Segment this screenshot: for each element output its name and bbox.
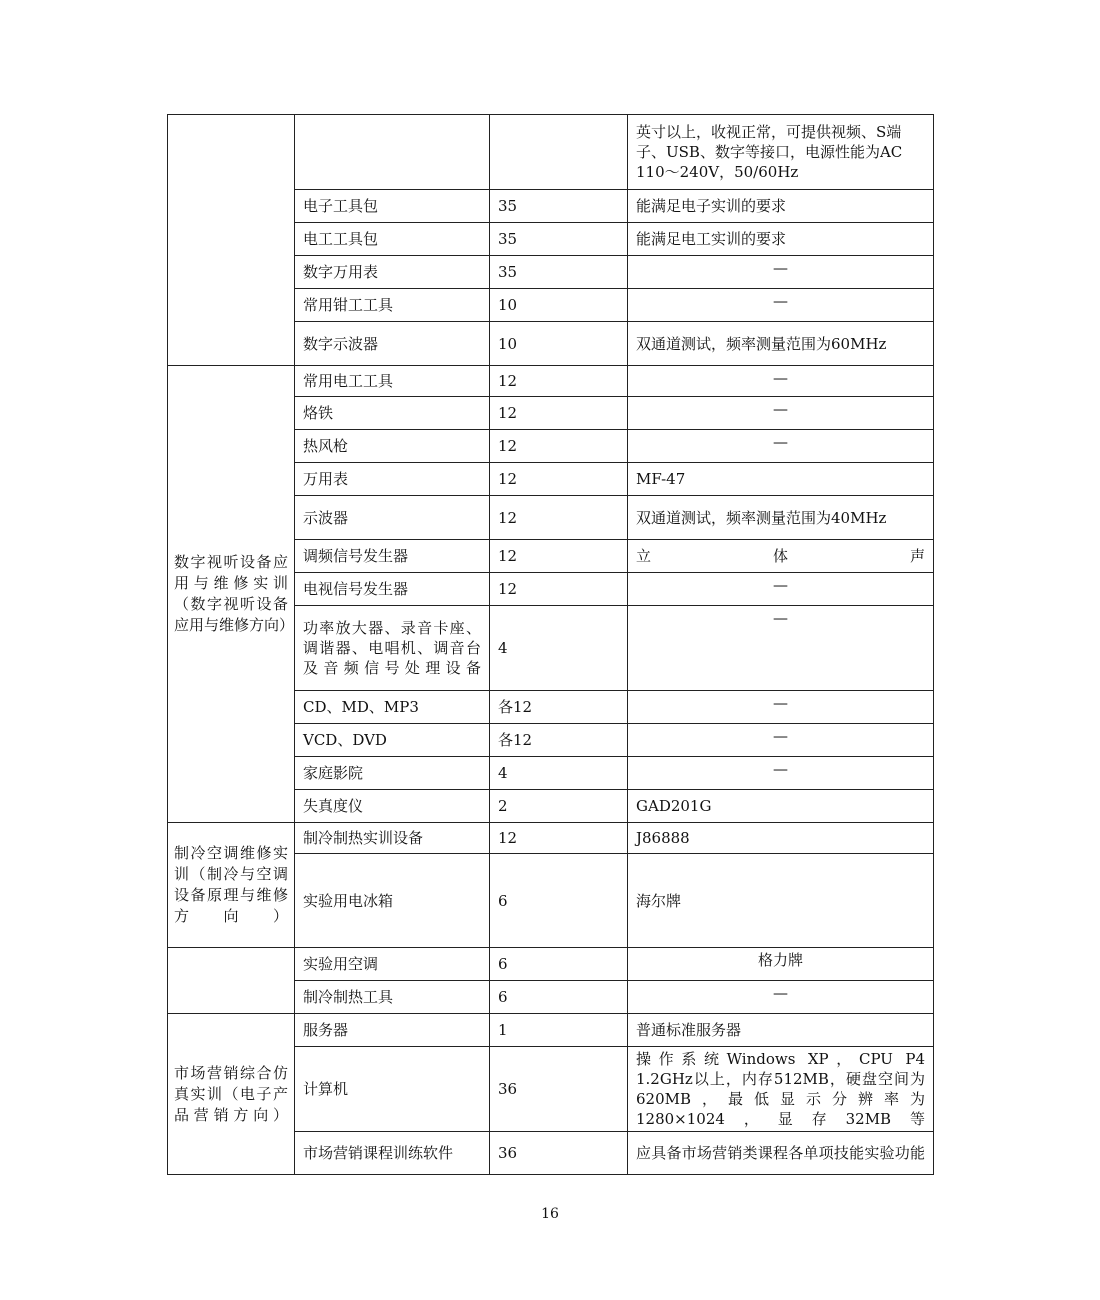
equipment-name-cell: 示波器 xyxy=(295,496,490,540)
quantity-cell: 36 xyxy=(490,1047,628,1132)
table-row xyxy=(168,948,934,981)
quantity-cell: 12 xyxy=(490,496,628,540)
specification-cell: — xyxy=(628,256,934,289)
table-row xyxy=(168,823,934,854)
category-cell: 数字视听设备应用与维修实训（数字视听设备应用与维修方向） xyxy=(168,366,295,823)
specification-cell: 海尔牌 xyxy=(628,854,934,948)
equipment-name-cell: 服务器 xyxy=(295,1014,490,1047)
quantity-cell: 各12 xyxy=(490,724,628,757)
specification-cell: — xyxy=(628,691,934,724)
specification-cell: — xyxy=(628,289,934,322)
quantity-cell: 6 xyxy=(490,981,628,1014)
quantity-cell: 35 xyxy=(490,190,628,223)
equipment-table xyxy=(167,114,934,1175)
specification-cell: 格力牌 xyxy=(628,948,934,981)
equipment-name-cell: 家庭影院 xyxy=(295,757,490,790)
specification-cell: — xyxy=(628,724,934,757)
quantity-cell: 各12 xyxy=(490,691,628,724)
equipment-name-cell: 实验用空调 xyxy=(295,948,490,981)
equipment-name-cell: 万用表 xyxy=(295,463,490,496)
specification-cell: — xyxy=(628,606,934,691)
equipment-name-cell: 电工工具包 xyxy=(295,223,490,256)
specification-cell: GAD201G xyxy=(628,790,934,823)
quantity-cell: 35 xyxy=(490,256,628,289)
specification-cell: — xyxy=(628,573,934,606)
category-cell: 制冷空调维修实训（制冷与空调设备原理与维修方向） xyxy=(168,823,295,948)
specification-cell: — xyxy=(628,397,934,430)
equipment-name-cell: 市场营销课程训练软件 xyxy=(295,1132,490,1175)
equipment-name-cell: 常用钳工工具 xyxy=(295,289,490,322)
quantity-cell: 6 xyxy=(490,854,628,948)
specification-cell: 能满足电子实训的要求 xyxy=(628,190,934,223)
specification-cell: — xyxy=(628,430,934,463)
quantity-cell: 12 xyxy=(490,430,628,463)
quantity-cell: 2 xyxy=(490,790,628,823)
category-cell xyxy=(168,115,295,366)
specification-cell: 双通道测试，频率测量范围为40MHz xyxy=(628,496,934,540)
quantity-cell: 4 xyxy=(490,606,628,691)
quantity-cell: 1 xyxy=(490,1014,628,1047)
quantity-cell: 12 xyxy=(490,397,628,430)
table-row xyxy=(168,366,934,397)
specification-cell: J86888 xyxy=(628,823,934,854)
equipment-name-cell: 调频信号发生器 xyxy=(295,540,490,573)
quantity-cell: 35 xyxy=(490,223,628,256)
equipment-name-cell: 数字万用表 xyxy=(295,256,490,289)
specification-cell: 英寸以上，收视正常，可提供视频、S端子、USB、数字等接口，电源性能为AC 110～240V，50/60Hz xyxy=(628,115,934,190)
equipment-name-cell: 热风枪 xyxy=(295,430,490,463)
quantity-cell: 10 xyxy=(490,322,628,366)
specification-cell: — xyxy=(628,366,934,397)
equipment-name-cell: VCD、DVD xyxy=(295,724,490,757)
quantity-cell: 10 xyxy=(490,289,628,322)
specification-cell: 能满足电工实训的要求 xyxy=(628,223,934,256)
equipment-name-cell: 数字示波器 xyxy=(295,322,490,366)
equipment-name-cell: 功率放大器、录音卡座、调谐器、电唱机、调音台及音频信号处理设备 xyxy=(295,606,490,691)
quantity-cell: 12 xyxy=(490,823,628,854)
specification-cell: 双通道测试，频率测量范围为60MHz xyxy=(628,322,934,366)
equipment-name-cell: 烙铁 xyxy=(295,397,490,430)
category-cell: 市场营销综合仿真实训（电子产品营销方向） xyxy=(168,1014,295,1175)
quantity-cell: 12 xyxy=(490,573,628,606)
equipment-name-cell: 制冷制热工具 xyxy=(295,981,490,1014)
equipment-name-cell: 制冷制热实训设备 xyxy=(295,823,490,854)
equipment-name-cell xyxy=(295,115,490,190)
specification-cell: — xyxy=(628,981,934,1014)
specification-cell: 普通标准服务器 xyxy=(628,1014,934,1047)
quantity-cell: 12 xyxy=(490,463,628,496)
specification-cell: 操作系统Windows XP，CPU P4 1.2GHz以上，内存512MB，硬盘空间为620MB，最低显示分辨率为1280×1024，显存32MB等 xyxy=(628,1047,934,1132)
quantity-cell: 12 xyxy=(490,540,628,573)
quantity-cell: 36 xyxy=(490,1132,628,1175)
quantity-cell: 4 xyxy=(490,757,628,790)
page-number: 16 xyxy=(541,1206,559,1222)
specification-cell: 立体声 xyxy=(628,540,934,573)
specification-cell: 应具备市场营销类课程各单项技能实验功能 xyxy=(628,1132,934,1175)
category-cell xyxy=(168,948,295,1014)
quantity-cell: 6 xyxy=(490,948,628,981)
equipment-name-cell: 失真度仪 xyxy=(295,790,490,823)
quantity-cell xyxy=(490,115,628,190)
table-row xyxy=(168,115,934,190)
equipment-name-cell: 电子工具包 xyxy=(295,190,490,223)
equipment-name-cell: 常用电工工具 xyxy=(295,366,490,397)
quantity-cell: 12 xyxy=(490,366,628,397)
equipment-name-cell: CD、MD、MP3 xyxy=(295,691,490,724)
specification-cell: MF-47 xyxy=(628,463,934,496)
equipment-name-cell: 电视信号发生器 xyxy=(295,573,490,606)
table-row xyxy=(168,1014,934,1047)
equipment-name-cell: 实验用电冰箱 xyxy=(295,854,490,948)
equipment-name-cell: 计算机 xyxy=(295,1047,490,1132)
specification-cell: — xyxy=(628,757,934,790)
